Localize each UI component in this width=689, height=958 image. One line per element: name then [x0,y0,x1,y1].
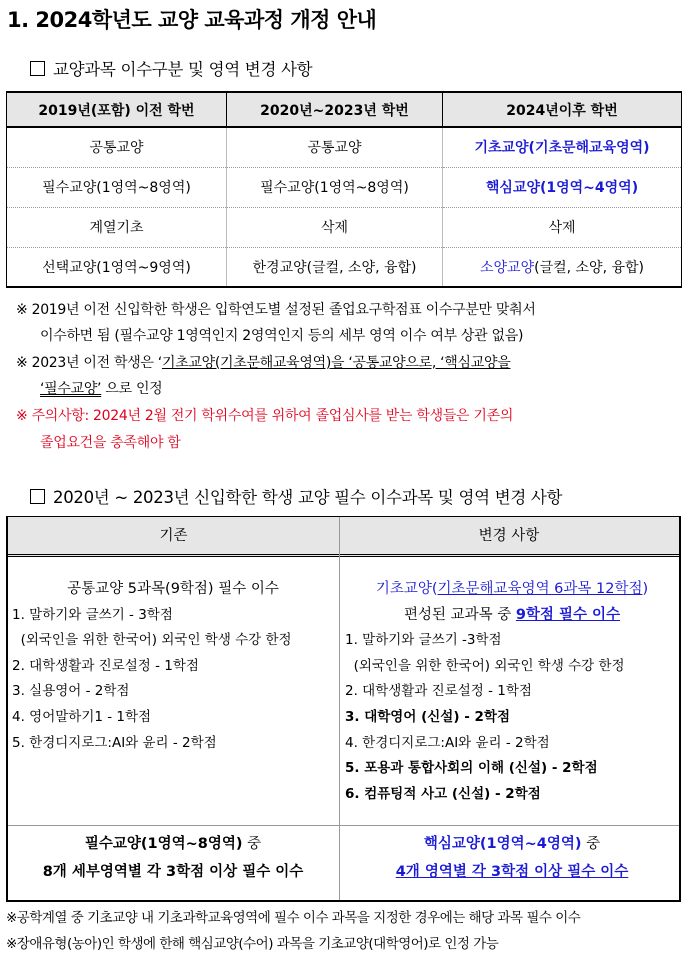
table-cell: 핵심교양(1영역~4영역) [443,167,682,207]
section2-heading-text: 2020년 ~ 2023년 신입학한 학생 교양 필수 이수과목 및 영역 변경 사항 [53,488,563,507]
warning-line-2: 졸업요건을 충족해야 함 [40,435,181,451]
section1-heading [30,56,312,80]
list-item: 6. 컴퓨팅적 사고 (신설) - 2학점 [345,785,541,802]
table-cell: 공통교양 [7,127,227,167]
section1-heading-text: 교양과목 이수구분 및 영역 변경 사항 [53,60,313,79]
curriculum-comparison-table [6,91,682,288]
note-2-underlined-1: 기초교양(기초문해교육영역)을 ‘공통교양으로, ‘핵심교양을 [161,355,511,371]
list-item: 4. 한경디지로그:AI와 윤리 - 2학점 [345,734,550,751]
table-row [7,167,682,207]
note-2-suffix: 으로 인정 [101,381,163,397]
list-item: (외국인을 위한 한국어) 외국인 학생 수강 한정 [12,632,292,649]
subtitle-highlight: 9학점 필수 이수 [515,606,621,623]
list-item: 3. 실용영어 - 2학점 [12,683,130,700]
changed-core-line-2: 4개 영역별 각 3학점 이상 필수 이수 [395,864,629,880]
table-cell: 필수교양(1영역~8영역) [7,167,227,207]
changed-core-cell [345,830,679,886]
section2-heading [30,484,562,508]
list-item: 1. 말하기와 글쓰기 - 3학점 [12,606,173,623]
header-2020-2023: 2020년~2023년 학번 [227,92,443,127]
table-header-row [7,92,682,127]
warning-line-1: ※ 주의사항: 2024년 2월 전기 학위수여를 위하여 졸업심사를 받는 학생들은 기존의 [16,408,514,424]
existing-required-line-1 [12,830,334,858]
changed-basic-title [345,577,679,603]
list-item: 1. 말하기와 글쓰기 -3학점 [345,632,502,649]
row-divider [8,825,679,826]
existing-required-cell [12,830,334,886]
column-divider [339,517,340,900]
core-suffix: 중 [581,836,601,852]
table-cell: 삭제 [227,207,443,247]
title-underlined: 기초문해교육영역 6과목 12학점 [437,581,643,597]
title-part: ) [642,581,649,597]
note-2-underlined-2: ‘필수교양’ [40,381,102,397]
table-cell: 선택교양(1영역~9영역) [7,247,227,287]
table-cell: 계열기초 [7,207,227,247]
list-item: 2. 대학생활과 진로설정 - 1학점 [12,657,199,674]
required-courses-table [6,516,681,902]
existing-required-line-2: 8개 세부영역별 각 3학점 이상 필수 이수 [42,864,304,880]
required-suffix: 중 [242,836,262,852]
footnote-2: ※장애유형(농아)인 학생에 한해 핵심교양(수어) 과목을 기초교양(대학영어)로 인정 가능 [6,936,499,952]
header-2024: 2024년이후 학번 [443,92,682,127]
page-title: 1. 2024학년도 교양 교육과정 개정 안내 [7,8,377,32]
table-cell: 공통교양 [227,127,443,167]
required-label: 필수교양(1영역~8영역) [84,836,243,852]
existing-common-title: 공통교양 5과목(9학점) 필수 이수 [67,581,279,597]
changed-basic-cell [345,577,679,807]
changed-core-line-1 [345,830,679,858]
table-cell: 삭제 [443,207,682,247]
note-1-line-1: ※ 2019년 이전 신입학한 학생은 입학연도별 설정된 졸업요구학점표 이수구분만 맞춰서 [16,302,536,318]
existing-common-cell [12,577,334,756]
list-item: 5. 포용과 통합사회의 이해 (신설) - 2학점 [345,760,598,777]
checkbox-square-icon [30,489,45,504]
table-cell: 필수교양(1영역~8영역) [227,167,443,207]
cell-rest: (글컬, 소양, 융합) [534,259,644,276]
table-cell: 기초교양(기초문해교육영역) [443,127,682,167]
table-header-row [8,517,679,557]
note-2-line-2 [40,378,162,398]
subtitle-part: 편성된 교과목 중 [403,606,516,623]
list-item: 3. 대학영어 (신설) - 2학점 [345,708,510,725]
header-existing: 기존 [159,528,188,544]
cell-highlight: 소양교양 [480,259,535,276]
title-part: 기초교양( [375,581,438,597]
header-2019: 2019년(포함) 이전 학번 [7,92,227,127]
note-1-line-2: 이수하면 됨 (필수교양 1영역인지 2영역인지 등의 세부 영역 이수 여부 상관 없음) [40,328,524,344]
table-row [7,247,682,287]
checkbox-square-icon [30,61,45,76]
table-row [7,207,682,247]
list-item: 5. 한경디지로그:AI와 윤리 - 2학점 [12,734,217,751]
list-item: 4. 영어말하기1 - 1학점 [12,708,152,725]
table-cell: 한경교양(글컬, 소양, 융합) [227,247,443,287]
note-2-line-1 [16,352,510,372]
footnote-1: ※공학계열 중 기초교양 내 기초과학교육영역에 필수 이수 과목을 지정한 경우에는 해당 과목 필수 이수 [6,910,581,926]
core-label: 핵심교양(1영역~4영역) [423,836,582,852]
table-row [7,127,682,167]
list-item: 2. 대학생활과 진로설정 - 1학점 [345,683,532,700]
note-2-prefix: ※ 2023년 이전 학생은 ‘ [16,355,162,371]
header-changes: 변경 사항 [478,528,540,544]
table-cell [443,247,682,287]
changed-basic-subtitle [345,603,679,629]
list-item: (외국인을 위한 한국어) 외국인 학생 수강 한정 [345,657,625,674]
